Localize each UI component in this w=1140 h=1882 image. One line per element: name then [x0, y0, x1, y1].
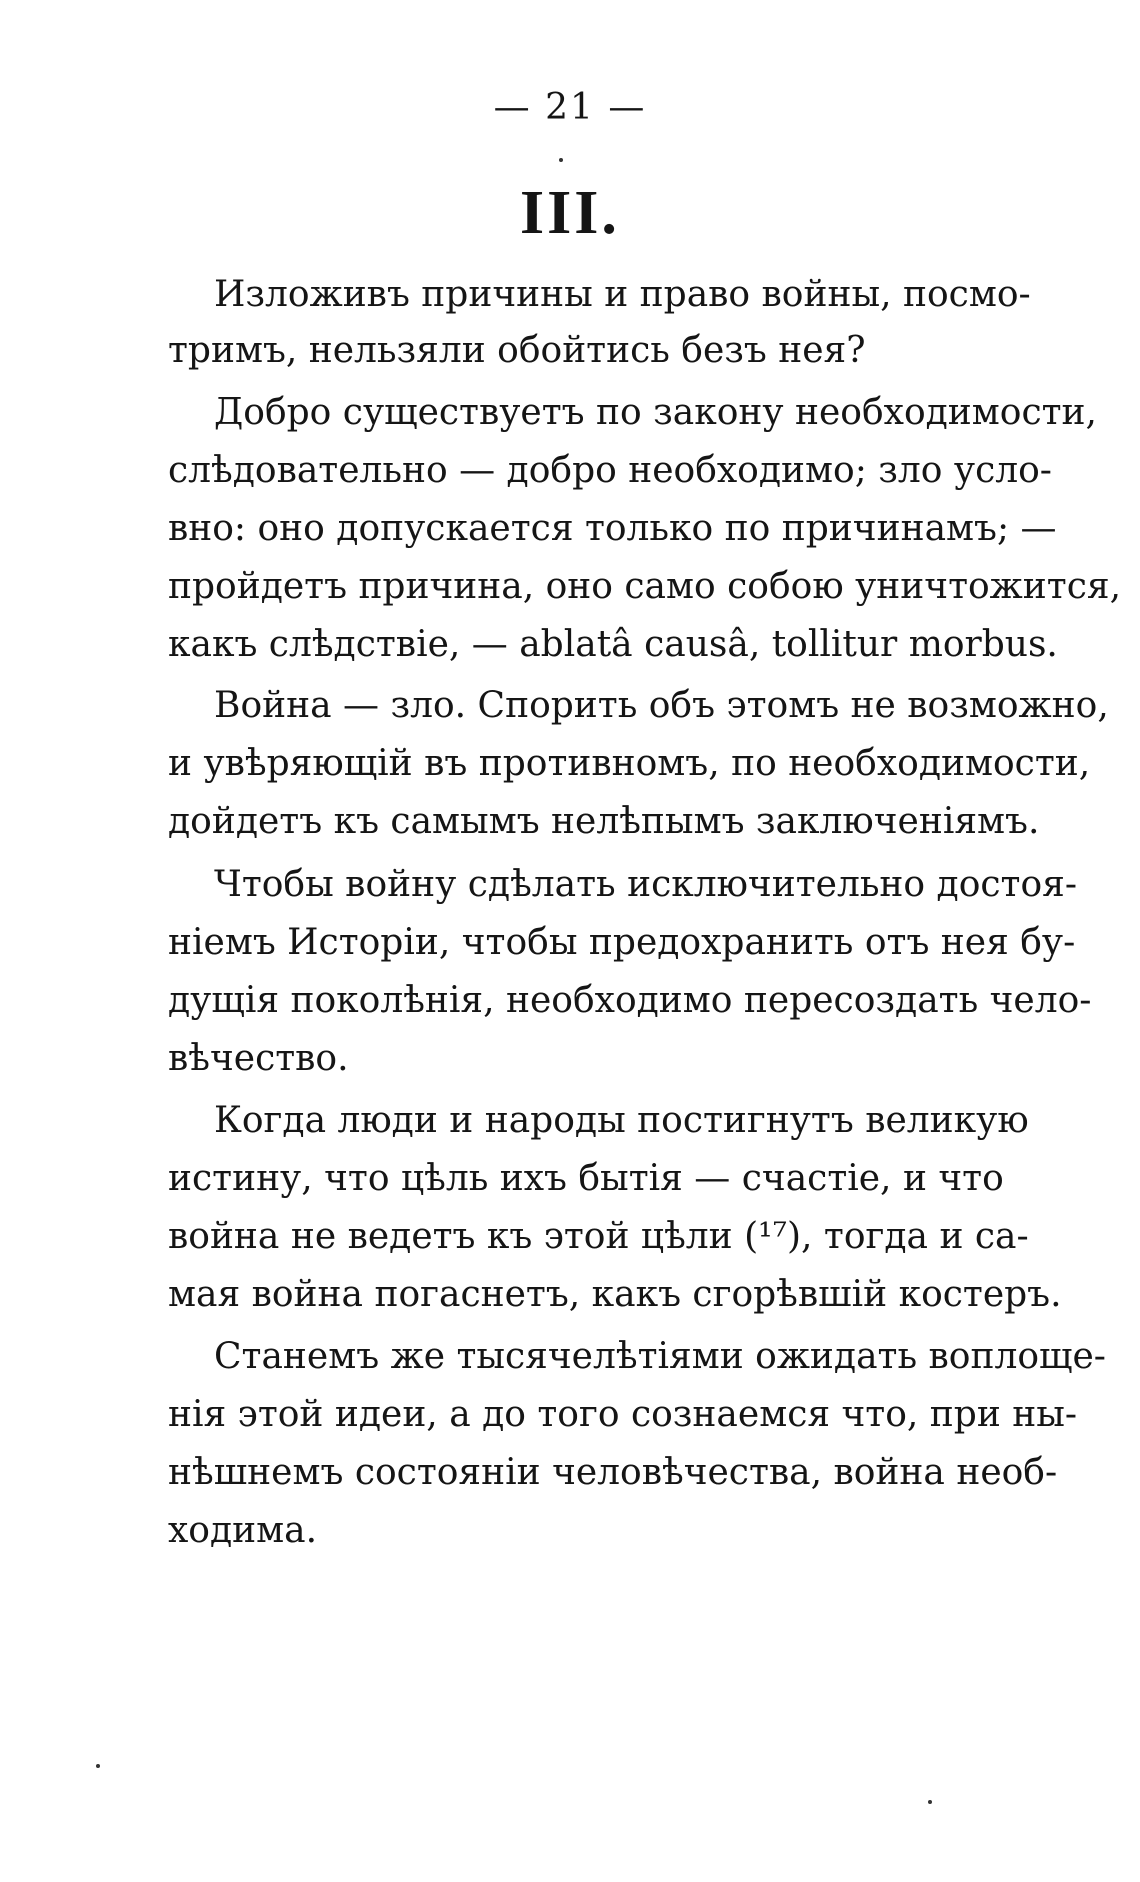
text-line: нія этой идеи, а до того сознаемся что, при ны- [168, 1394, 1078, 1435]
scan-speck [96, 1764, 100, 1768]
text-line: нѣшнемъ состояніи человѣчества, война необ- [168, 1452, 1058, 1493]
scan-speck [928, 1800, 932, 1804]
text-line: тримъ, нельзяли обойтись безъ нея? [168, 330, 866, 371]
page-number: — 21 — [493, 87, 647, 128]
text-line: мая война погаснетъ, какъ сгорѣвшій костеръ. [168, 1274, 1062, 1315]
text-line: вѣчество. [168, 1038, 349, 1079]
text-line: Добро существуетъ по закону необходимости, [214, 392, 1097, 433]
text-line: дойдетъ къ самымъ нелѣпымъ заключеніямъ. [168, 801, 1040, 842]
text-line: Чтобы войну сдѣлать исключительно достоя- [214, 864, 1077, 905]
section-heading: III. [520, 179, 620, 247]
text-line: Война — зло. Спорить объ этомъ не возможно, [214, 685, 1109, 726]
text-line: Станемъ же тысячелѣтіями ожидать воплоще- [214, 1336, 1106, 1377]
text-line: Когда люди и народы постигнутъ великую [214, 1100, 1029, 1141]
scan-speck [559, 158, 563, 162]
text-line: какъ слѣдствіе, — ablatâ causâ, tollitur morbus. [168, 624, 1058, 665]
text-line: ніемъ Исторіи, чтобы предохранить отъ нея бу- [168, 922, 1076, 963]
text-line: пройдетъ причина, оно само собою уничтожится, [168, 566, 1122, 607]
text-line: и увѣряющій въ противномъ, по необходимости, [168, 743, 1091, 784]
text-line: вно: оно допускается только по причинамъ; — [168, 508, 1057, 549]
text-line: война не ведетъ къ этой цѣли (¹⁷), тогда и са- [168, 1216, 1029, 1257]
text-line: Изложивъ причины и право войны, посмо- [214, 274, 1031, 315]
text-line: дущія поколѣнія, необходимо пересоздать чело- [168, 980, 1092, 1021]
text-line: ходима. [168, 1510, 318, 1551]
text-line: истину, что цѣль ихъ бытія — счастіе, и что [168, 1158, 1004, 1199]
text-line: слѣдовательно — добро необходимо; зло усло- [168, 450, 1052, 491]
